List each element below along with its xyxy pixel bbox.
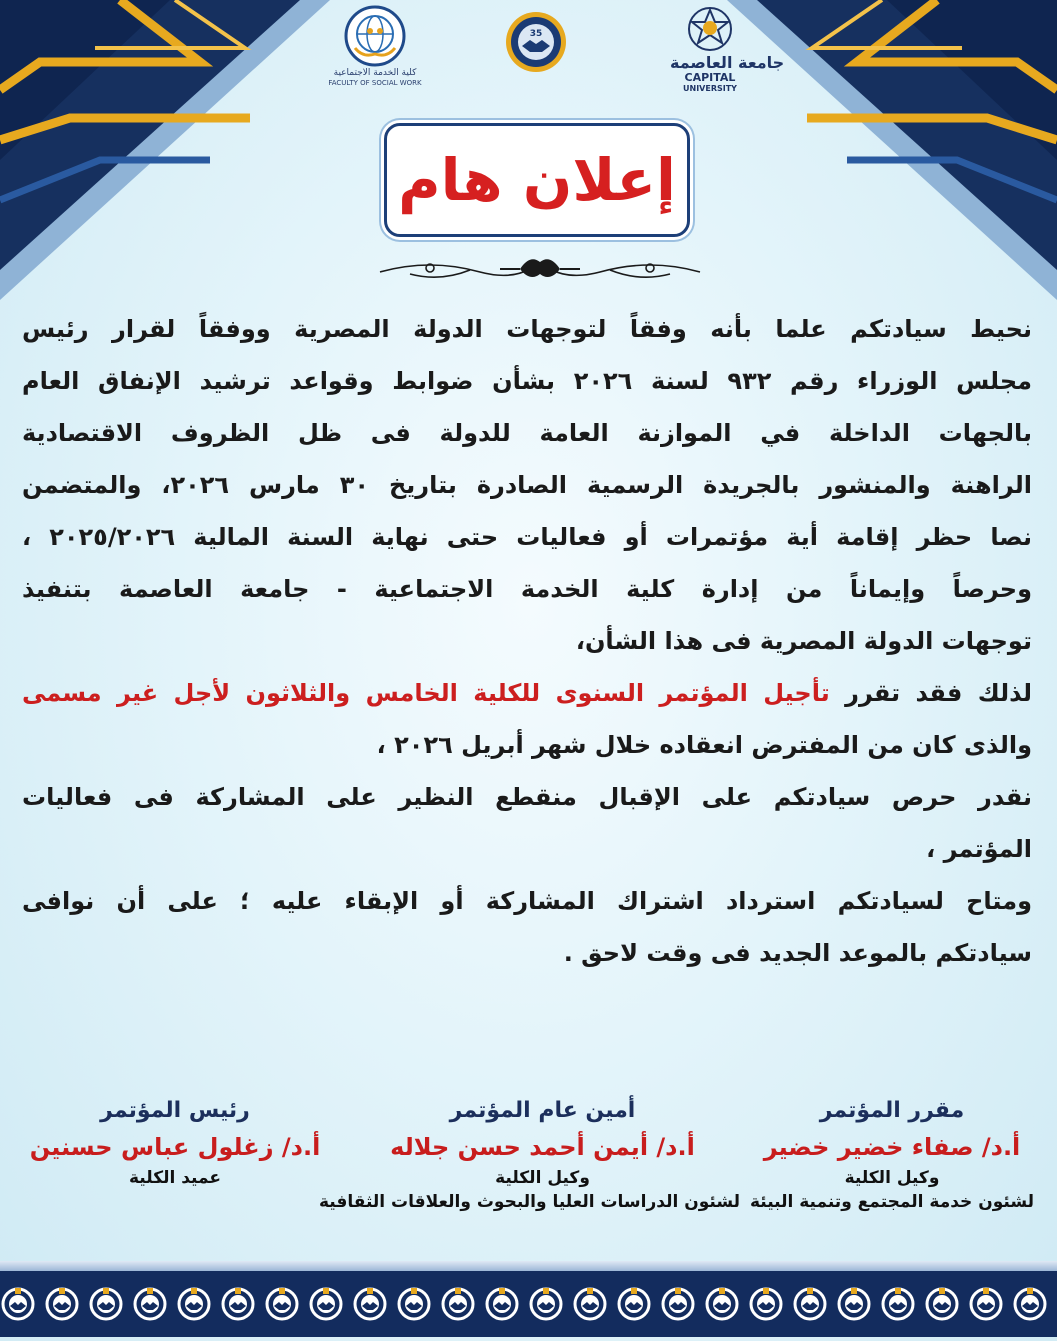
faculty-logo <box>320 4 430 88</box>
social-work-logo-icon <box>343 4 407 68</box>
top-left-corner-decoration <box>0 0 330 300</box>
signature-rapporteur <box>742 1094 1042 1214</box>
body-line: وحرصاً وإيماناً من إدارة كلية الخدمة الاجتماعية - جامعة العاصمة بتنفيذ <box>22 575 1032 603</box>
decision-prefix: لذلك فقد تقرر <box>845 679 1033 707</box>
signature-secretary-general <box>318 1094 740 1214</box>
anniversary-logo-pattern-icon <box>0 1271 1057 1337</box>
announcement-body <box>22 303 1032 979</box>
body-line: بالجهات الداخلة في الموازنة العامة للدولة فى ظل الظروف الاقتصادية <box>22 419 1032 447</box>
conference-handshake-logo-icon <box>504 10 568 74</box>
announcement-title-box <box>384 123 690 237</box>
body-line: نصا حظر إقامة أية مؤتمرات أو فعاليات حتى نهاية السنة المالية ٢٠٢٥/٢٠٢٦ ، <box>22 523 1032 551</box>
decision-highlight: تأجيل المؤتمر السنوى للكلية الخامس والثلاثون لأجل غير مسمى <box>22 679 830 707</box>
footer-band <box>0 1271 1057 1337</box>
body-line: ومتاح لسيادتكم استرداد اشتراك المشاركة أو الإبقاء عليه ؛ على أن نوافى <box>22 887 1032 915</box>
decision-line <box>22 667 1032 719</box>
university-logo <box>670 4 785 94</box>
signature-name: أ.د/ صفاء خضير خضير <box>763 1133 1021 1161</box>
announcement-title: إعلان هام <box>398 146 676 214</box>
body-line: الراهنة والمنشور بالجريدة الرسمية الصادرة بتاريخ ٣٠ مارس ٢٠٢٦، والمتضمن <box>22 471 1033 499</box>
signature-role: أمين عام المؤتمر <box>449 1098 636 1123</box>
signature-position: وكيل الكلية <box>495 1168 590 1188</box>
faculty-caption-ar: كلية الخدمة الاجتماعية <box>333 68 417 78</box>
signature-position-detail: لشئون الدراسات العليا والبحوث والعلاقات الثقافية <box>318 1192 740 1212</box>
body-line: المؤتمر ، <box>926 835 1032 863</box>
signature-position: وكيل الكلية <box>844 1168 940 1188</box>
body-line: سيادتكم بالموعد الجديد فى وقت لاحق . <box>563 939 1032 967</box>
anniversary-logo <box>504 10 568 74</box>
top-right-corner-decoration <box>727 0 1057 300</box>
svg-text:35: 35 <box>529 29 543 39</box>
signature-name: أ.د/ زغلول عباس حسنين <box>29 1133 321 1161</box>
signature-role: رئيس المؤتمر <box>100 1098 250 1123</box>
body-line: توجهات الدولة المصرية فى هذا الشأن، <box>575 627 1032 655</box>
signature-president <box>15 1094 335 1190</box>
logos-row <box>320 0 785 105</box>
capital-university-logo-icon <box>685 4 735 54</box>
university-caption-university: UNIVERSITY <box>683 84 737 93</box>
body-line: مجلس الوزراء رقم ٩٣٢ لسنة ٢٠٢٦ بشأن ضوابط وقواعد ترشيد الإنفاق العام <box>22 367 1033 395</box>
university-caption-capital: CAPITAL <box>684 71 736 84</box>
signature-name: أ.د/ أيمن أحمد حسن جلاله <box>390 1133 695 1161</box>
body-line: والذى كان من المفترض انعقاده خلال شهر أبريل ٢٠٢٦ ، <box>376 731 1032 759</box>
body-line: نحيط سيادتكم علما بأنه وفقاً لتوجهات الدولة المصرية ووفقاً لقرار رئيس <box>22 315 1032 343</box>
body-line: نقدر حرص سيادتكم على الإقبال منقطع النظير على المشاركة فى فعاليات <box>22 783 1032 811</box>
signature-position-detail: لشئون خدمة المجتمع وتنمية البيئة <box>749 1192 1035 1212</box>
footer-strip <box>0 1261 1057 1271</box>
university-caption-ar: جامعة العاصمة <box>670 53 785 72</box>
ornament-divider-icon <box>370 252 710 286</box>
signature-position: عميد الكلية <box>129 1168 221 1188</box>
signature-role: مقرر المؤتمر <box>819 1098 965 1123</box>
faculty-caption-en: FACULTY OF SOCIAL WORK <box>328 79 422 87</box>
